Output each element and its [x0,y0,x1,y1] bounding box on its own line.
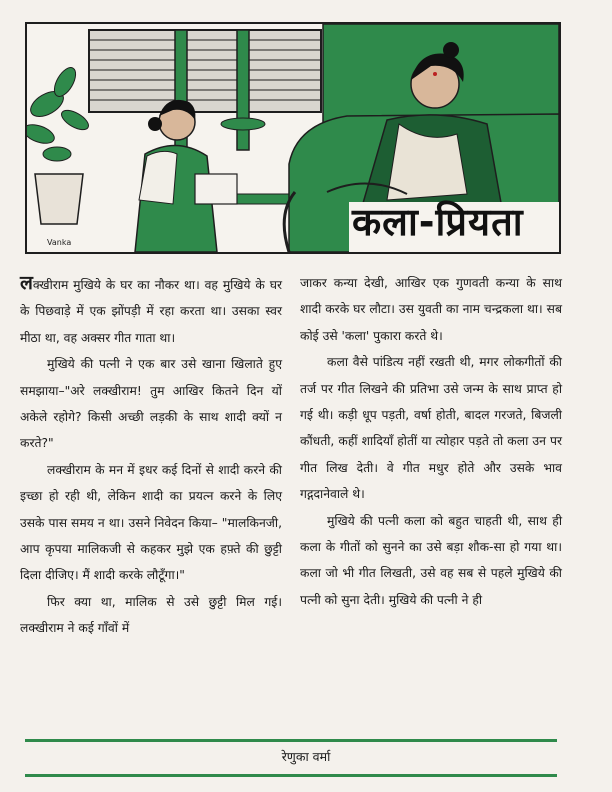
paragraph: मुखिये की पत्नी ने एक बार उसे खाना खिलाते हुए समझाया–"अरे लक्खीराम! तुम आखिर कितने दिन यों अकेले रहोगे? किसी अच्छी लड़की के साथ शादी क्यों न करते?" [20,357,282,451]
author-name: रेणुका वर्मा [281,749,331,764]
footer-rule-top [25,739,557,742]
right-column [300,270,562,613]
footer-rule-bottom [25,774,557,777]
paragraph: मुखिये की पत्नी कला को बहुत चाहती थी, साथ ही कला के गीतों को सुनने का उसे बड़ा शौक-सा हो गया था। कला जो भी गीत लिखती, उसे वह सब से पहले मुखिये की पत्नी को सुना देती। मुखिये की पत्नी ने ही [300,513,562,607]
paragraph: जाकर कन्या देखी, आखिर एक गुणवती कन्या के साथ शादी करके घर लौटा। उस युवती का नाम चन्द्रकला था। सब कोई उसे 'कला' पुकारा करते थे। [300,276,562,343]
paragraph: कला वैसे पांडित्य नहीं रखती थी, मगर लोकगीतों की तर्ज पर गीत लिखने की प्रतिभा उसे जन्म के साथ प्राप्त हो गई थी। कड़ी धूप पड़ती, वर्षा होती, बादल गरजते, बिजली कौंधती, कहीं शादियाँ होतीं या त्योहार पड़ते तो कला उन पर गीत लिख देती। वे गीत मधुर होते और उसके भाव गद्गदानेवाले थे। [300,355,562,502]
left-column [20,270,282,642]
paragraph: फिर क्या था, मालिक से उसे छुट्टी मिल गई। लक्खीराम ने कई गाँवों में [20,594,282,636]
paragraph: लक्खीराम मुखिये के घर का नौकर था। वह मुखिये के घर के पिछवाड़े में एक झोंपड़ी में रहा करता था। उसका स्वर मीठा था, वह अक्सर गीत गाता था। [20,272,282,345]
paragraph: लक्खीराम के मन में इधर कई दिनों से शादी करने की इच्छा हो रही थी, लेकिन शादी का प्रयत्न करने के लिए उसके पास समय न था। उसने निवेदन किया– "मालकिनजी, आप कृपया मालिकजी से कहकर मुझे एक हफ़्ते की छुट्टी दिला दीजिए। मैं शादी करके लौटूँगा।" [20,462,282,583]
artist-signature: Vanka [47,238,72,247]
story-title: कला-प्रियता [352,200,524,244]
